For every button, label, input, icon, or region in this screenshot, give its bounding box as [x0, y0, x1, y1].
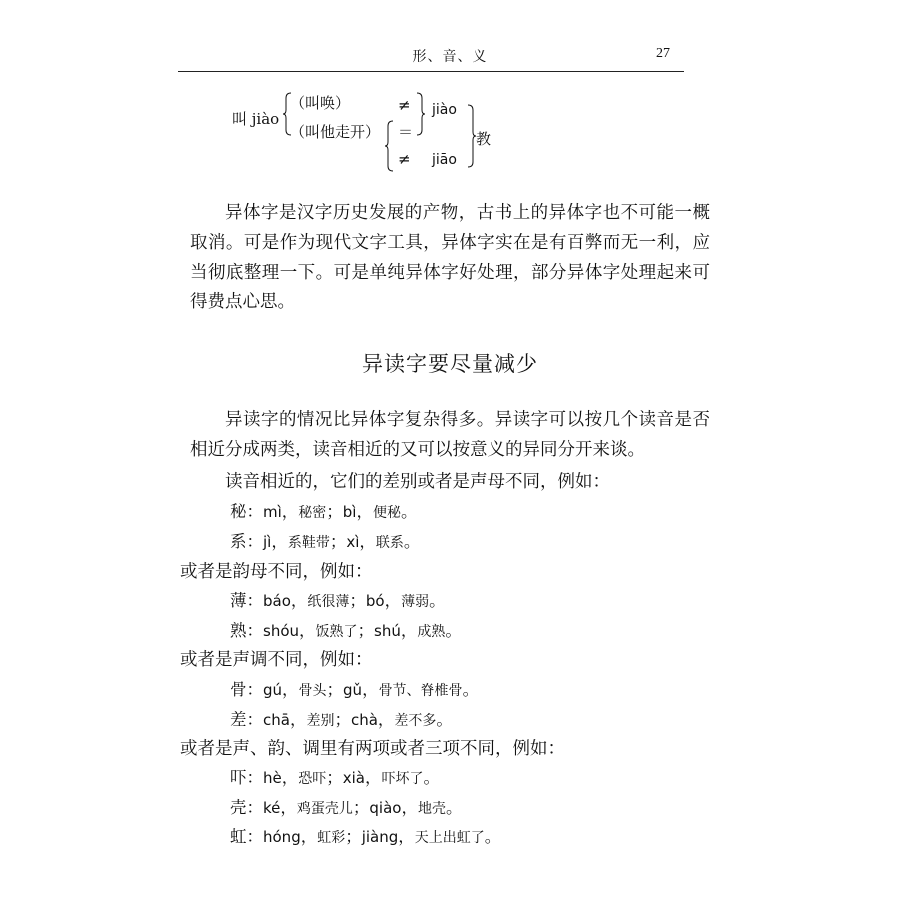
intro-tones: 或者是声调不同，例如：: [180, 650, 373, 670]
diagram-rel-mid: ＝: [398, 123, 414, 141]
intro-finals: 或者是韵母不同，例如：: [180, 562, 373, 582]
diagram-rel-bottom: ≠: [398, 150, 411, 168]
section-heading: 异读字要尽量减少: [362, 352, 538, 376]
intro-initials: 读音相近的，它们的差别或者是声母不同，例如：: [225, 472, 610, 492]
diagram-sense-1: （叫唤）: [290, 94, 351, 112]
paragraph-variant-characters: 异体字是汉字历史发展的产物，古书上的异体字也不可能一概取消。可是作为现代文字工具，异体字实在是有百弊而无一利，应当彻底整理一下。可是单纯异体字好处理，部分异体字处理起来可得费点心思。: [190, 203, 710, 313]
diagram-target-char: 教: [476, 130, 492, 148]
right-brace-top: [416, 92, 426, 136]
example-row: 熟：shóu，饭熟了；shú，成熟。: [230, 621, 462, 640]
diagram-sense-2: （叫他走开）: [290, 123, 381, 141]
header-rule: [178, 71, 684, 72]
diagram-reading-bottom: jiāo: [432, 152, 457, 168]
left-brace-bottom: [384, 120, 394, 172]
diagram-rel-top: ≠: [398, 96, 411, 114]
example-row: 系：jì，系鞋带；xì，联系。: [230, 532, 421, 551]
example-row: 骨：gú，骨头；gǔ，骨节、脊椎骨。: [230, 680, 480, 699]
pronunciation-diagram: [220, 90, 520, 180]
example-row: 秘：mì，秘密；bì，便秘。: [230, 502, 418, 521]
diagram-char: 叫 jiào: [232, 110, 280, 128]
paragraph-variant-readings: 异读字的情况比异体字复杂得多。异读字可以按几个读音是否相近分成两类，读音相近的又可以按意义的异同分开来谈。: [190, 410, 710, 460]
diagram-reading-top: jiào: [432, 102, 457, 118]
example-row: 壳：ké，鸡蛋壳儿；qiào，地壳。: [230, 798, 463, 817]
running-header-title: 形、音、义: [412, 49, 488, 65]
page-number: 27: [656, 46, 670, 61]
example-row: 虹：hóng，虹彩；jiàng，天上出虹了。: [230, 827, 502, 846]
example-row: 吓：hè，恐吓；xià，吓坏了。: [230, 768, 440, 787]
intro-multi: 或者是声、韵、调里有两项或者三项不同，例如：: [180, 739, 565, 759]
example-row: 薄：báo，纸很薄；bó，薄弱。: [230, 591, 446, 610]
example-row: 差：chā，差别；chà，差不多。: [230, 710, 453, 729]
